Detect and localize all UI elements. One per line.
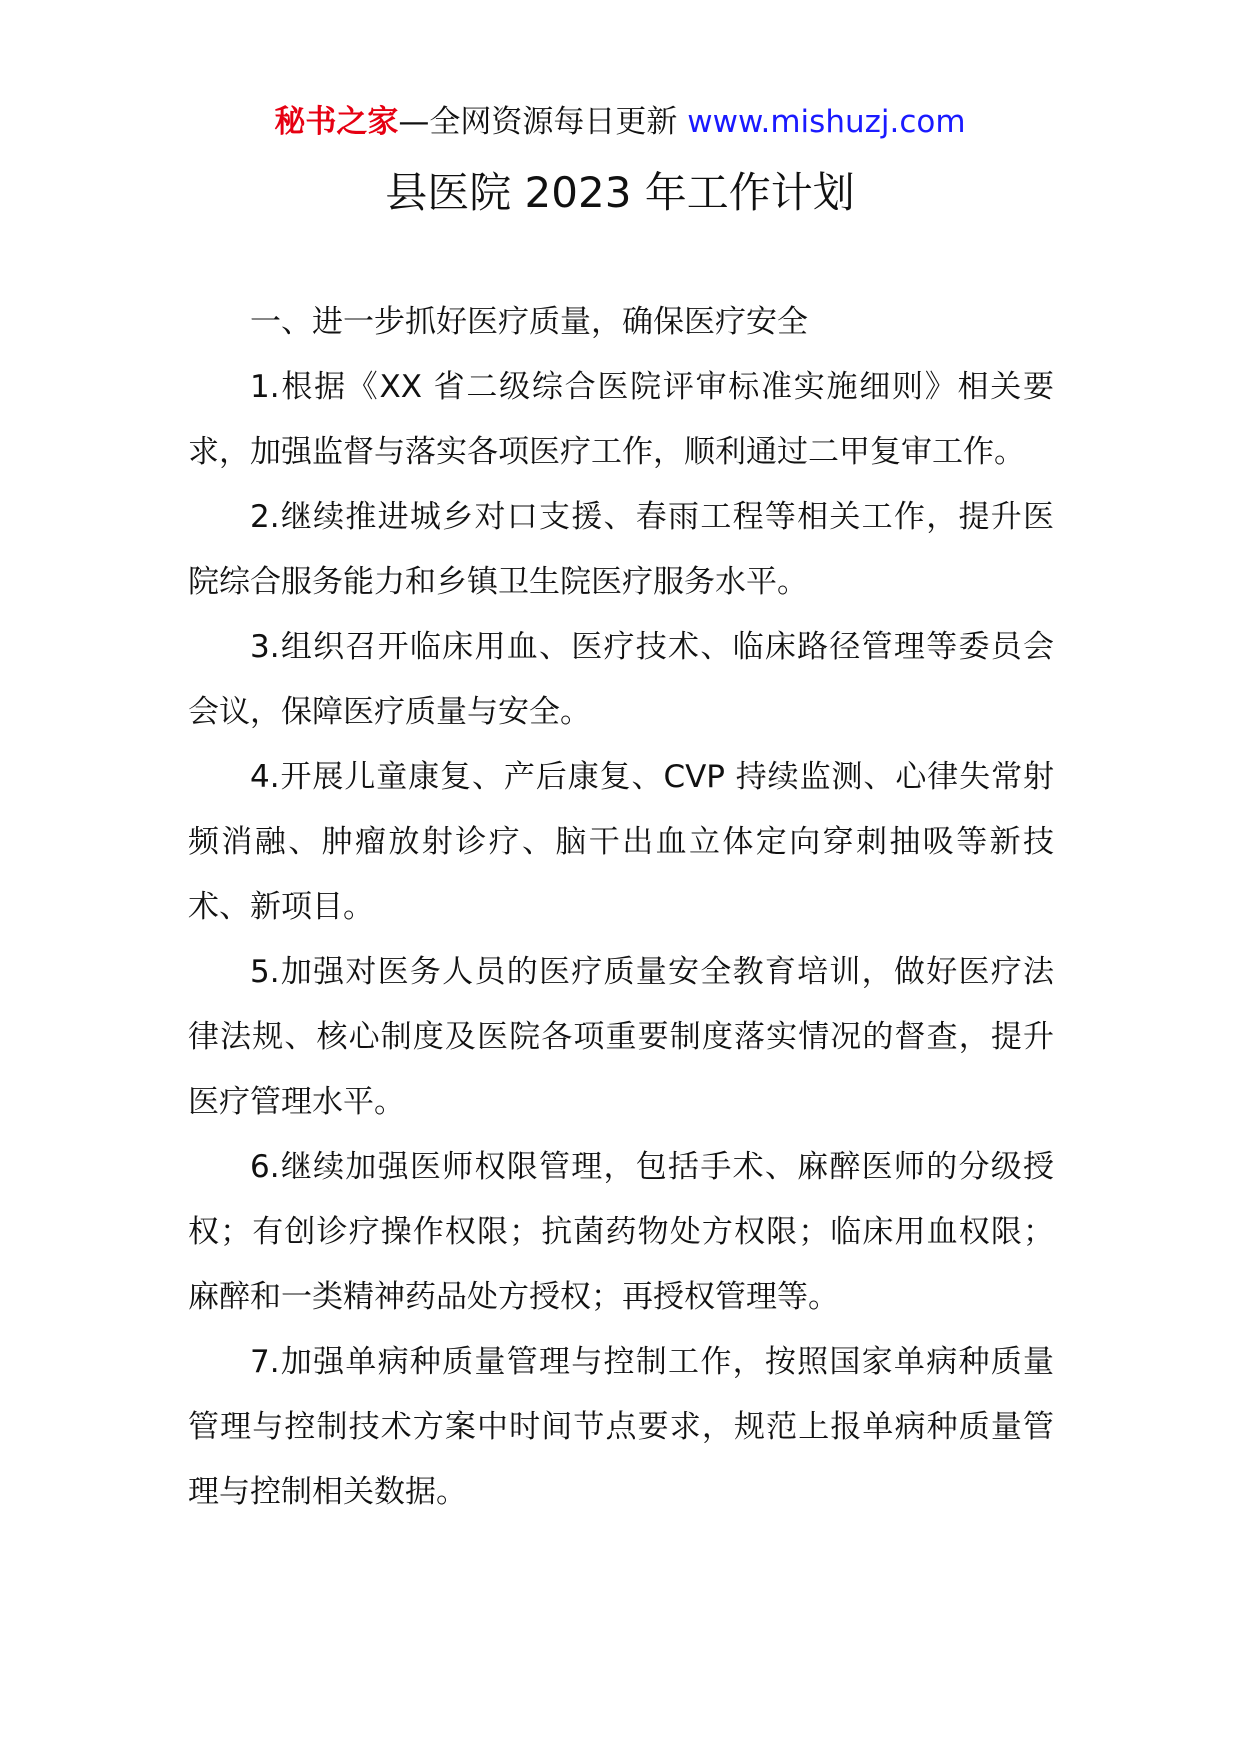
site-url-link[interactable]: www.mishuzj.com [687, 104, 966, 140]
section-heading: 一、进一步抓好医疗质量，确保医疗安全 [250, 304, 808, 340]
paragraph-item-7: 7.加强单病种质量管理与控制工作，按照国家单病种质量管理与控制技术方案中时间节点要求，规范上报单病种质量管理与控制相关数据。 [188, 1344, 1054, 1510]
document-body [188, 290, 1054, 1525]
paragraph-item-1: 1.根据《XX 省二级综合医院评审标准实施细则》相关要求，加强监督与落实各项医疗工作，顺利通过二甲复审工作。 [188, 369, 1054, 470]
paragraph-item-6: 6.继续加强医师权限管理，包括手术、麻醉医师的分级授权；有创诊疗操作权限；抗菌药物处方权限；临床用血权限；麻醉和一类精神药品处方授权；再授权管理等。 [188, 1149, 1054, 1315]
paragraph-item-5: 5.加强对医务人员的医疗质量安全教育培训，做好医疗法律法规、核心制度及医院各项重要制度落实情况的督查，提升医疗管理水平。 [188, 954, 1054, 1120]
paragraph-item-2: 2.继续推进城乡对口支援、春雨工程等相关工作，提升医院综合服务能力和乡镇卫生院医疗服务水平。 [188, 499, 1054, 600]
paragraph-item-4: 4.开展儿童康复、产后康复、CVP 持续监测、心律失常射频消融、肿瘤放射诊疗、脑干出血立体定向穿刺抽吸等新技术、新项目。 [188, 759, 1054, 925]
brand-name: 秘书之家 [274, 104, 399, 140]
site-banner [0, 102, 1240, 142]
paragraph-item-3: 3.组织召开临床用血、医疗技术、临床路径管理等委员会会议，保障医疗质量与安全。 [188, 629, 1054, 730]
document-title: 县医院 2023 年工作计划 [385, 168, 855, 217]
banner-slogan: —全网资源每日更新 [398, 104, 688, 140]
